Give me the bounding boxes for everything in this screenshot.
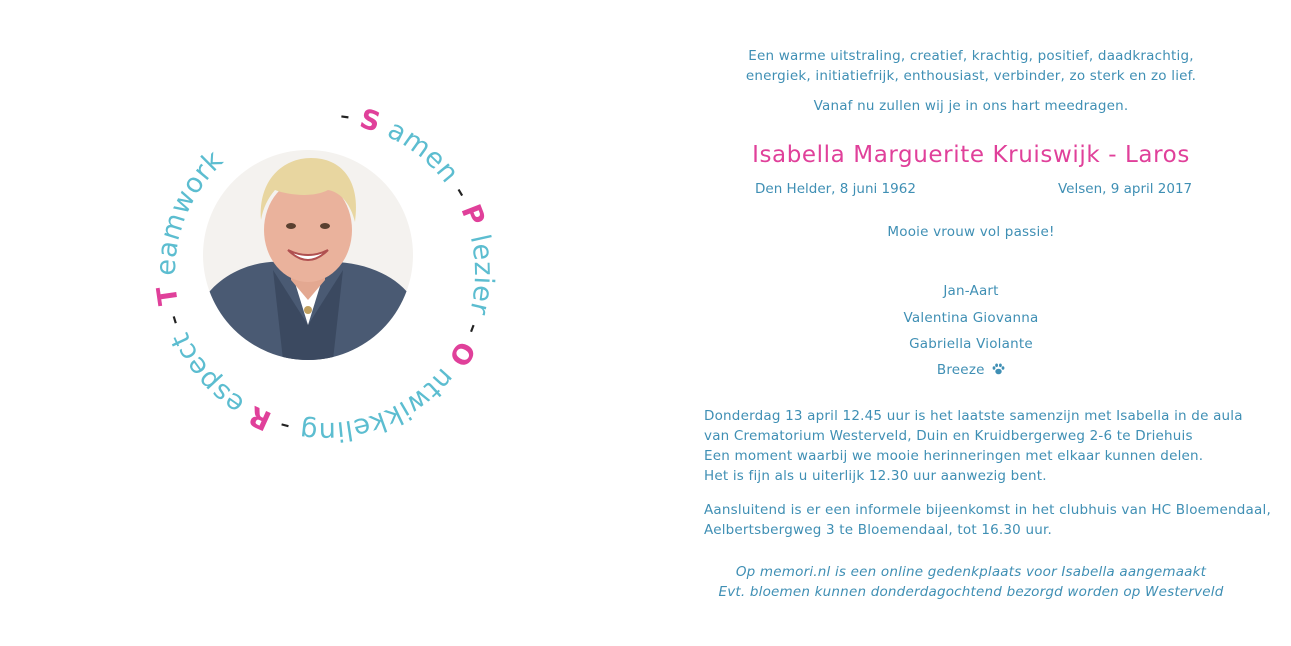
ceremony-line-2: van Crematorium Westerveld, Duin en Kruidbergerweg 2-6 te Driehuis <box>704 428 1193 444</box>
ceremony-line-1: Donderdag 13 april 12.45 uur is het laatste samenzijn met Isabella in de aula <box>704 408 1243 424</box>
ring-initial-t: T <box>151 283 185 307</box>
pet-name: Breeze <box>936 362 985 378</box>
birth-date: Den Helder, 8 juni 1962 <box>755 181 916 197</box>
ceremony-info <box>704 406 1284 486</box>
death-date: Velsen, 9 april 2017 <box>1058 181 1193 197</box>
ring-word-respect: espect <box>164 327 250 421</box>
ring-word-plezier: lezier <box>462 231 500 318</box>
ring-initial-r: R <box>243 398 276 436</box>
intro-line-2: energiek, initiatiefrijk, enthousiast, verbinder, zo sterk en zo lief. <box>745 68 1197 84</box>
ring-separator: - <box>456 318 490 340</box>
deceased-name: Isabella Marguerite Kruiswijk - Laros <box>752 142 1190 168</box>
ring-separator: - <box>275 409 294 443</box>
ring-initial-s: S <box>356 103 385 139</box>
gathering-info <box>704 500 1284 540</box>
family-member: Valentina Giovanna <box>903 310 1039 326</box>
flowers-note: Evt. bloemen kunnen donderdagochtend bezorgd worden op Westerveld <box>718 584 1224 600</box>
memori-note: Op memori.nl is een online gedenkplaats voor Isabella aangemaakt <box>735 564 1207 580</box>
intro-line-1: Een warme uitstraling, creatief, krachtig, positief, daadkrachtig, <box>748 48 1194 64</box>
ring-separator: - <box>445 179 478 205</box>
ring-separator: - <box>338 99 353 132</box>
intro-line-3: Vanaf nu zullen wij je in ons hart meedragen. <box>813 98 1129 114</box>
family-member: Jan-Aart <box>943 283 999 299</box>
ring-word-teamwork: eamwork <box>150 144 230 277</box>
motto: Mooie vrouw vol passie! <box>887 224 1055 240</box>
ring-word-ontwikkeling: ntwikkeling <box>298 362 461 448</box>
portrait-illustration <box>203 150 413 360</box>
ring-word-samen: amen <box>382 114 465 189</box>
portrait-photo <box>203 150 413 360</box>
paw-icon <box>992 363 1005 375</box>
ring-initial-o: O <box>442 335 481 372</box>
ring-separator: - <box>157 310 190 330</box>
gathering-line-1: Aansluitend is er een informele bijeenkomst in het clubhuis van HC Bloemendaal, <box>704 502 1271 518</box>
right-panel <box>646 0 1291 646</box>
closing-notes <box>646 562 1291 602</box>
family-member: Gabriella Violante <box>909 336 1033 352</box>
ring-initial-p: P <box>454 200 491 231</box>
gathering-line-2: Aelbertsbergweg 3 te Bloemendaal, tot 16.30 uur. <box>704 522 1052 538</box>
ceremony-line-4: Het is fijn als u uiterlijk 12.30 uur aanwezig bent. <box>704 468 1047 484</box>
left-panel <box>0 0 645 646</box>
family-member-pet <box>646 360 1291 380</box>
ceremony-line-3: Een moment waarbij we mooie herinneringen met elkaar kunnen delen. <box>704 448 1204 464</box>
